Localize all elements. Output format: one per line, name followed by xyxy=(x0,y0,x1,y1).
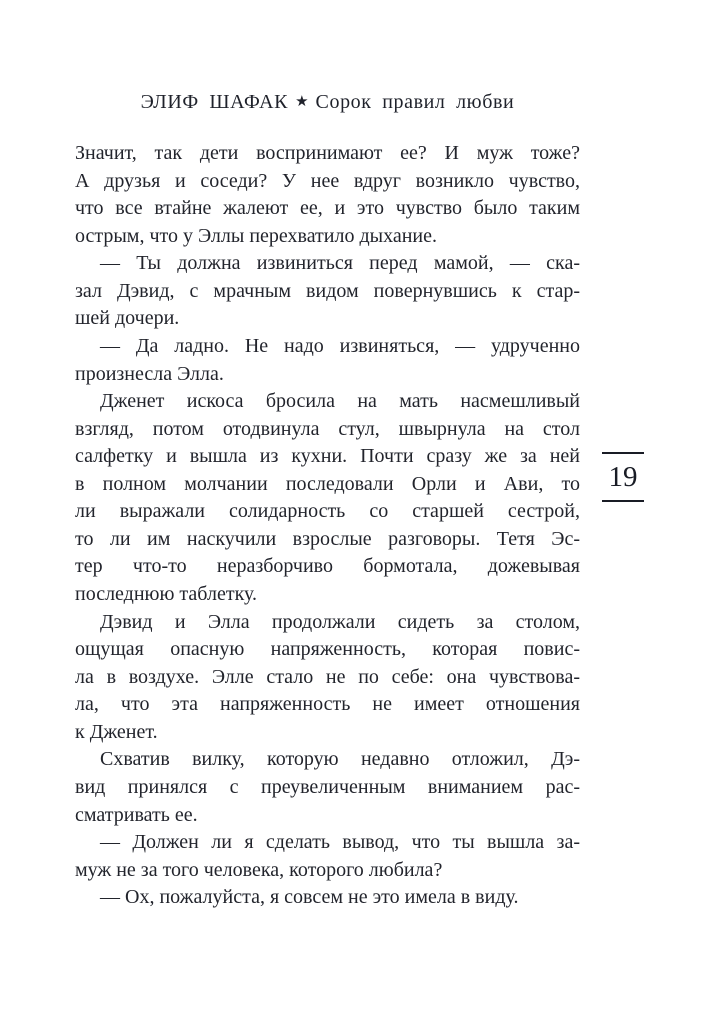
text-line: ла, что эта напряженность не имеет отношения xyxy=(75,693,580,716)
text-line: ла в воздухе. Элле стало не по себе: она чувствова- xyxy=(75,665,580,688)
text-line: салфетку и вышла из кухни. Почти сразу же за ней xyxy=(75,445,580,468)
text-line: взгляд, потом отодвинула стул, швырнула на стол xyxy=(75,417,580,440)
running-header xyxy=(75,91,580,114)
text-line: Дженет искоса бросила на мать насмешливый xyxy=(100,390,580,413)
text-line: шей дочери. xyxy=(75,307,180,330)
text-line: последнюю таблетку. xyxy=(75,583,258,605)
text-line: ли выражали солидарность со старшей сестрой, xyxy=(75,500,580,523)
text-line: ощущая опасную напряженность, которая повис- xyxy=(75,638,580,661)
header-book-title: Сорок правил любви xyxy=(315,91,515,113)
page-number: 19 xyxy=(608,461,638,493)
text-line: А друзья и соседи? У нее вдруг возникло чувство, xyxy=(75,169,580,192)
page-number-marker xyxy=(601,452,645,502)
text-line: Схватив вилку, которую недавно отложил, Дэ- xyxy=(100,748,580,771)
text-line: то ли им наскучили взрослые разговоры. Тетя Эс- xyxy=(75,527,580,550)
text-line: муж не за того человека, которого любила? xyxy=(75,858,443,881)
text-line: произнесла Элла. xyxy=(75,362,224,385)
page-body xyxy=(75,140,580,912)
text-line: сматривать ее. xyxy=(75,803,198,826)
text-line: Значит, так дети воспринимают ее? И муж тоже? xyxy=(75,142,580,164)
text-line: что все втайне жалеют ее, и это чувство было таким xyxy=(75,197,580,220)
text-line: в полном молчании последовали Орли и Ави, то xyxy=(75,472,580,495)
star-icon: ★ xyxy=(295,94,309,110)
text-line: зал Дэвид, с мрачным видом повернувшись к стар- xyxy=(75,279,580,302)
text-line: вид принялся с преувеличенным вниманием рас- xyxy=(75,775,580,798)
text-line: острым, что у Эллы перехватило дыхание. xyxy=(75,224,437,247)
page-number-rule-bottom xyxy=(602,500,644,502)
text-line: к Дженет. xyxy=(75,720,158,743)
text-line: — Ох, пожалуйста, я совсем не это имела в виду. xyxy=(100,886,519,909)
header-author: ЭЛИФ ШАФАК xyxy=(140,91,289,113)
text-line: — Должен ли я сделать вывод, что ты вышла за- xyxy=(100,831,580,854)
text-line: Дэвид и Элла продолжали сидеть за столом, xyxy=(100,610,580,633)
text-line: — Да ладно. Не надо извиняться, — удрученно xyxy=(100,334,580,357)
text-line: тер что-то неразборчиво бормотала, дожевывая xyxy=(75,555,580,578)
text-line: — Ты должна извиниться перед мамой, — ска- xyxy=(100,252,580,275)
